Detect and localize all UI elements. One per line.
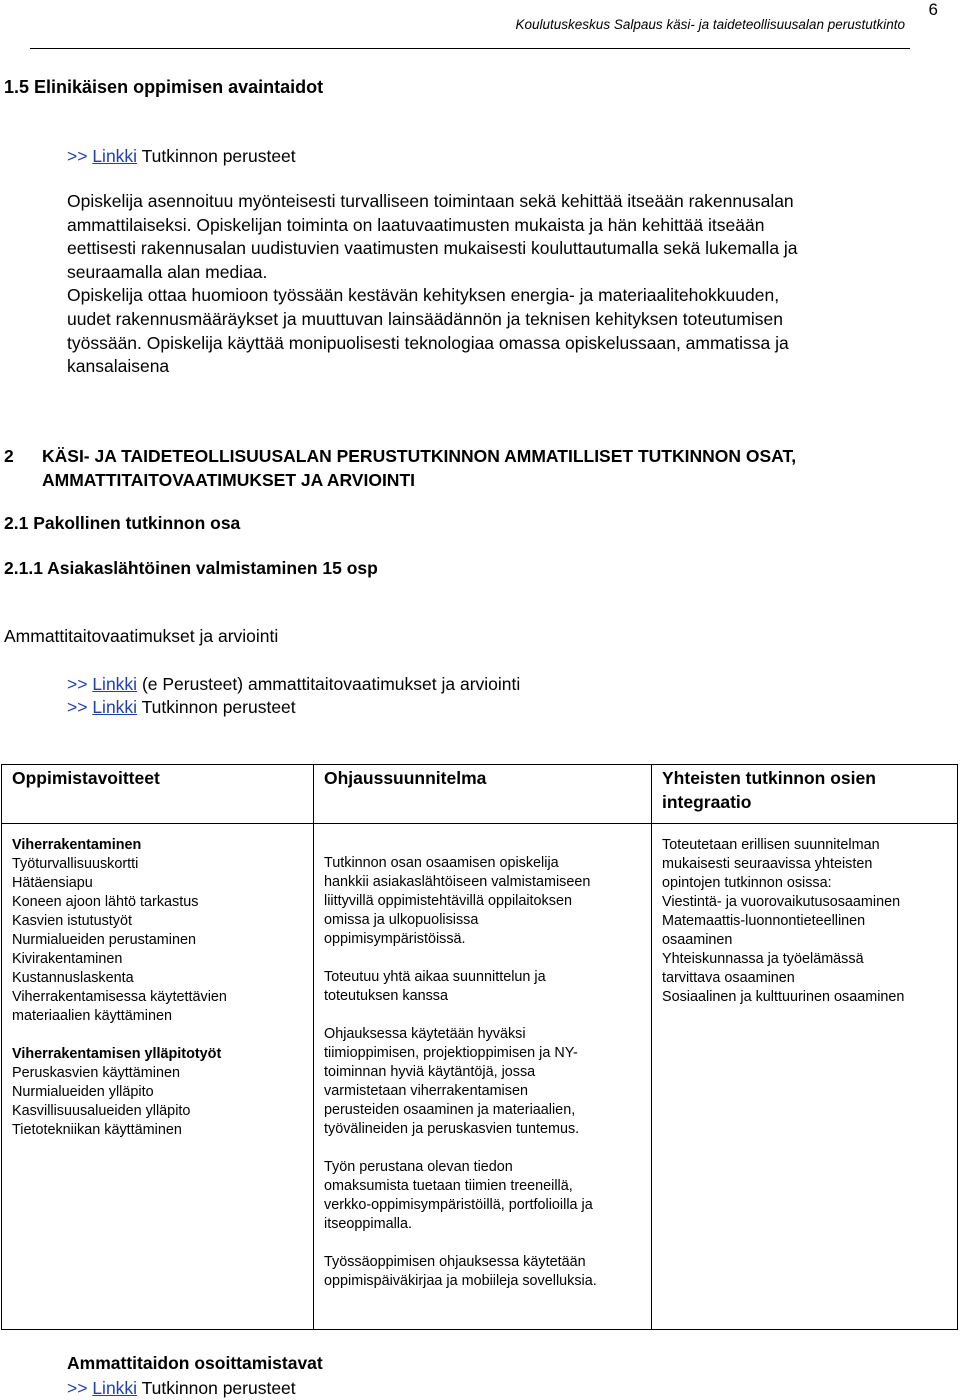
list-item: Nurmialueiden perustaminen bbox=[12, 932, 196, 948]
paragraph-line: kansalaisena bbox=[67, 356, 170, 377]
learning-objectives-table bbox=[1, 764, 958, 1330]
integration-line: tarvittava osaaminen bbox=[662, 970, 795, 986]
demonstration-methods-heading: Ammattitaidon osoittamistavat bbox=[67, 1353, 323, 1373]
table-header-row bbox=[2, 765, 958, 824]
link-arrows: >> bbox=[67, 674, 88, 694]
linkki-link[interactable]: Linkki bbox=[92, 674, 138, 694]
link-line-2 bbox=[67, 674, 520, 695]
list-item: Peruskasvien käyttäminen bbox=[12, 1065, 180, 1081]
key-skills-paragraph bbox=[67, 190, 927, 379]
link-line-1 bbox=[67, 146, 296, 167]
paragraph-line: Opiskelija ottaa huomioon työssään kestävän kehityksen energia- ja materiaalitehokkuuden, bbox=[67, 285, 780, 306]
guidance-paragraph: Työssäoppimisen ohjauksessa käytetään oppimispäiväkirjaa ja mobiileja sovelluksia. bbox=[324, 1254, 597, 1289]
list-item: materiaalien käyttäminen bbox=[12, 1008, 172, 1024]
linkki-link[interactable]: Linkki bbox=[92, 146, 138, 166]
guidance-paragraph: Työn perustana olevan tiedon omaksumista tuetaan tiimien treeneillä, verkko-oppimisympäristöillä, portfolioilla ja itseoppimalla. bbox=[324, 1159, 593, 1232]
integration-cell bbox=[652, 824, 958, 1330]
link-suffix: Tutkinnon perusteet bbox=[137, 1378, 296, 1398]
link-suffix: Tutkinnon perusteet bbox=[137, 697, 296, 717]
link-suffix: (e Perusteet) ammattitaitovaatimukset ja arviointi bbox=[137, 674, 521, 694]
integration-line: Viestintä- ja vuorovaikutusosaaminen bbox=[662, 894, 901, 910]
linkki-link[interactable]: Linkki bbox=[92, 697, 138, 717]
paragraph-line: eettisesti rakennusalan uudistuvien vaatimusten mukaisesti kouluttautumalla sekä lukemalla ja bbox=[67, 238, 798, 259]
guidance-plan-cell bbox=[314, 824, 652, 1330]
list-item: Työturvallisuuskortti bbox=[12, 856, 139, 872]
table-row bbox=[2, 824, 958, 1330]
header-rule bbox=[30, 48, 910, 49]
subsection-heading-2-1-1: 2.1.1 Asiakaslähtöinen valmistaminen 15 osp bbox=[4, 558, 378, 578]
integration-line: Matemaattis-luonnontieteellinen bbox=[662, 913, 866, 929]
paragraph-line: seuraamalla alan mediaa. bbox=[67, 261, 268, 282]
page-number: 6 bbox=[928, 0, 938, 19]
integration-line: osaaminen bbox=[662, 932, 733, 948]
integration-line: Toteutetaan erillisen suunnitelman bbox=[662, 837, 880, 853]
section-title: KÄSI- JA TAIDETEOLLISUUSALAN PERUSTUTKINNON AMMATILLISET TUTKINNON OSAT, AMMATTITAITOVAATIMUKSET JA ARVIOINTI bbox=[42, 446, 797, 490]
section-heading-2 bbox=[4, 445, 934, 492]
link-arrows: >> bbox=[67, 146, 88, 166]
link-line-4 bbox=[67, 1378, 296, 1399]
header-learning-objectives: Oppimistavoitteet bbox=[2, 765, 314, 824]
list-item: Viherrakentamisessa käytettävien bbox=[12, 989, 227, 1005]
header-integration: Yhteisten tutkinnon osien integraatio bbox=[652, 765, 958, 824]
list-item: Nurmialueiden ylläpito bbox=[12, 1084, 154, 1100]
list-item: Kasvillisuusalueiden ylläpito bbox=[12, 1103, 191, 1119]
learning-objectives-cell bbox=[2, 824, 314, 1330]
list-item: Kustannuslaskenta bbox=[12, 970, 134, 986]
guidance-paragraph: Tutkinnon osan osaamisen opiskelija hankkii asiakaslähtöiseen valmistamiseen liittyvillä oppimistehtävillä oppilaitoksen omissa ja ulkopuolisissa oppimisympäristöissä. bbox=[324, 855, 591, 947]
group-title: Viherrakentamisen ylläpitotyöt bbox=[12, 1046, 222, 1062]
guidance-paragraph: Toteutuu yhtä aikaa suunnittelun ja toteutuksen kanssa bbox=[324, 969, 546, 1004]
requirements-heading: Ammattitaitovaatimukset ja arviointi bbox=[4, 626, 279, 646]
link-arrows: >> bbox=[67, 697, 88, 717]
link-suffix: Tutkinnon perusteet bbox=[137, 146, 296, 166]
list-item: Kasvien istutustyöt bbox=[12, 913, 132, 929]
integration-line: Yhteiskunnassa ja työelämässä bbox=[662, 951, 864, 967]
list-item: Koneen ajoon lähtö tarkastus bbox=[12, 894, 199, 910]
integration-line: mukaisesti seuraavissa yhteisten bbox=[662, 856, 873, 872]
linkki-link[interactable]: Linkki bbox=[92, 1378, 138, 1398]
link-arrows: >> bbox=[67, 1378, 88, 1398]
list-item: Kivirakentaminen bbox=[12, 951, 123, 967]
header-guidance-plan: Ohjaussuunnitelma bbox=[314, 765, 652, 824]
integration-line: opintojen tutkinnon osissa: bbox=[662, 875, 832, 891]
integration-line: Sosiaalinen ja kulttuurinen osaaminen bbox=[662, 989, 905, 1005]
paragraph-line: ammattilaiseksi. Opiskelijan toiminta on laatuvaatimusten mukaista ja hän kehittää itseään bbox=[67, 214, 765, 235]
paragraph-line: uudet rakennusmääräykset ja muuttuvan lainsäädännön ja teknisen kehityksen toteutumisen bbox=[67, 308, 783, 329]
guidance-paragraph: Ohjauksessa käytetään hyväksi tiimioppimisen, projektioppimisen ja NY- toiminnan hyviä käytäntöjä, jossa varmistetaan viherrakentamisen perusteiden osaaminen ja materiaalien, työvälineiden ja peruskasvien tuntemus. bbox=[324, 1026, 580, 1137]
running-header: Koulutuskeskus Salpaus käsi- ja taideteollisuusalan perustutkinto bbox=[515, 17, 905, 32]
paragraph-line: työssään. Opiskelija käyttää monipuolisesti teknologiaa omassa opiskelussaan, ammatissa ja bbox=[67, 332, 789, 353]
subsection-heading-2-1: 2.1 Pakollinen tutkinnon osa bbox=[4, 513, 241, 533]
section-number: 2 bbox=[4, 446, 14, 466]
link-line-3 bbox=[67, 697, 296, 718]
group-title: Viherrakentaminen bbox=[12, 837, 142, 853]
list-item: Tietotekniikan käyttäminen bbox=[12, 1122, 182, 1138]
paragraph-line: Opiskelija asennoituu myönteisesti turvalliseen toimintaan sekä kehittää itseään rakennusalan bbox=[67, 191, 794, 211]
section-heading-1-5: 1.5 Elinikäisen oppimisen avaintaidot bbox=[4, 77, 324, 97]
list-item: Hätäensiapu bbox=[12, 875, 93, 891]
